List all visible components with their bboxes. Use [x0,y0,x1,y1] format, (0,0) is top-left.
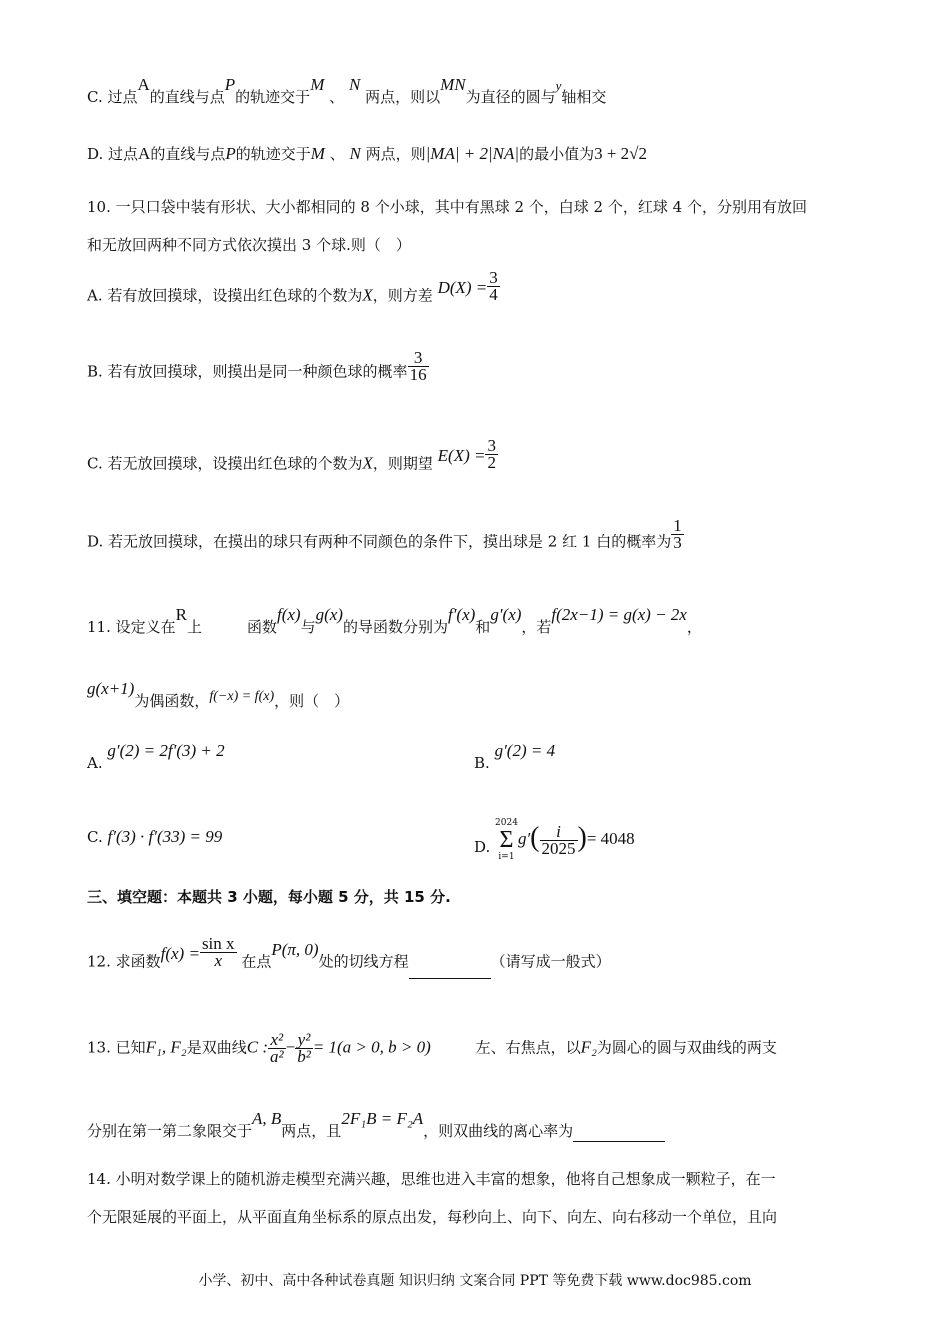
fraction: $\frac{\text{y²}}{\text{b²}}$ [297,1030,311,1066]
question-13-line2: 分别在第一第二象限交于A, B两点，且2F₁B = F₂A，则双曲线的离心率为 [87,1120,665,1142]
option-10a: A. 若有放回摸球，设摸出红色球的个数为X，则方差 D(X) = $\frac{3}{4}$ [87,268,498,305]
summation: 2024 Σ i=1 [495,818,518,862]
option-11d: D. 2024 Σ i=1 g′( $\frac{i}{2025}$ )= 4048 [474,818,635,862]
fraction: $\frac{\text{sin x}}{x}$ [201,934,235,970]
fraction: $\frac{\text{x²}}{\text{a²}}$ [269,1030,284,1066]
option-10d: D. 若无放回摸球，在摸出的球只有两种不同颜色的条件下，摸出球是 2 红 1 白的概率为 $\frac{1}{3}$ [87,516,682,552]
option-9d: D. 过点A的直线与点P的轨迹交于M 、 N 两点，则|MA| + 2|NA|的最小值为3 + 2√2 [87,144,647,163]
fraction: $\frac{3}{4}$ [489,268,498,304]
option-11a: A. g′(2) = 2f′(3) + 2 [87,741,225,772]
question-14-line1: 14. 小明对数学课上的随机游走模型充满兴趣，思维也进入丰富的想象，他将自己想象成一颗粒子，在一 [87,1170,776,1188]
question-13-line1: 13. 已知F₁, F₂是双曲线C : $\frac{\text{x²}}{\text{a²}}$ − $\frac{\text{y²}}{\text{b²}}$ = 1(a > 0, b > 0) 左、右焦点，以F₂为圆心的圆与双曲线的两支 [87,1030,777,1066]
question-12: 12. 求函数f(x) = $\frac{\text{sin x}}{x}$ 在点P(π, 0)处的切线方程 （请写成一般式） [87,946,611,979]
option-11c: C. f′(3) · f′(33) = 99 [87,827,223,846]
fraction: $\frac{i}{2025}$ [541,821,576,858]
answer-blank [409,962,491,979]
option-10b: B. 若有放回摸球，则摸出是同一种颜色球的概率 $\frac{3}{16}$ [87,348,427,384]
question-14-line2: 个无限延展的平面上，从平面直角坐标系的原点出发，每秒向上、向下、向左、向右移动一个单位，且向 [87,1208,778,1226]
page-footer: 小学、初中、高中各种试卷真题 知识归纳 文案合同 PPT 等免费下载 www.doc985.com [198,1273,752,1289]
fraction: $\frac{3}{2}$ [487,436,496,472]
fraction: $\frac{3}{16}$ [409,348,427,384]
option-9c: C. 过点A的直线与点P的轨迹交于M 、 N 两点，则以MN为直径的圆与y轴相交 [87,75,607,106]
option-10c: C. 若无放回摸球，设摸出红色球的个数为X，则期望 E(X) = $\frac{3}{2}$ [87,436,496,473]
question-10-line1: 10. 一只口袋中装有形状、大小都相同的 8 个小球，其中有黑球 2 个，白球 2 个，红球 4 个，分别用有放回 [87,198,807,216]
answer-blank [573,1125,665,1142]
fraction: $\frac{1}{3}$ [673,516,682,552]
question-11-line1: 11. 设定义在R上 函数f(x)与g(x)的导函数分别为f′(x)和g′(x)，若f(2x−1) = g(x) − 2x， [87,605,702,636]
question-10-line2: 和无放回两种不同方式依次摸出 3 个球.则（ ） [87,236,411,254]
question-11-line2: g(x+1)为偶函数，f(−x) = f(x)，则（ ） [87,679,350,710]
section-heading-3: 三、填空题：本题共 3 小题，每小题 5 分，共 15 分. [87,888,451,906]
option-11b: B. g′(2) = 4 [474,741,556,772]
